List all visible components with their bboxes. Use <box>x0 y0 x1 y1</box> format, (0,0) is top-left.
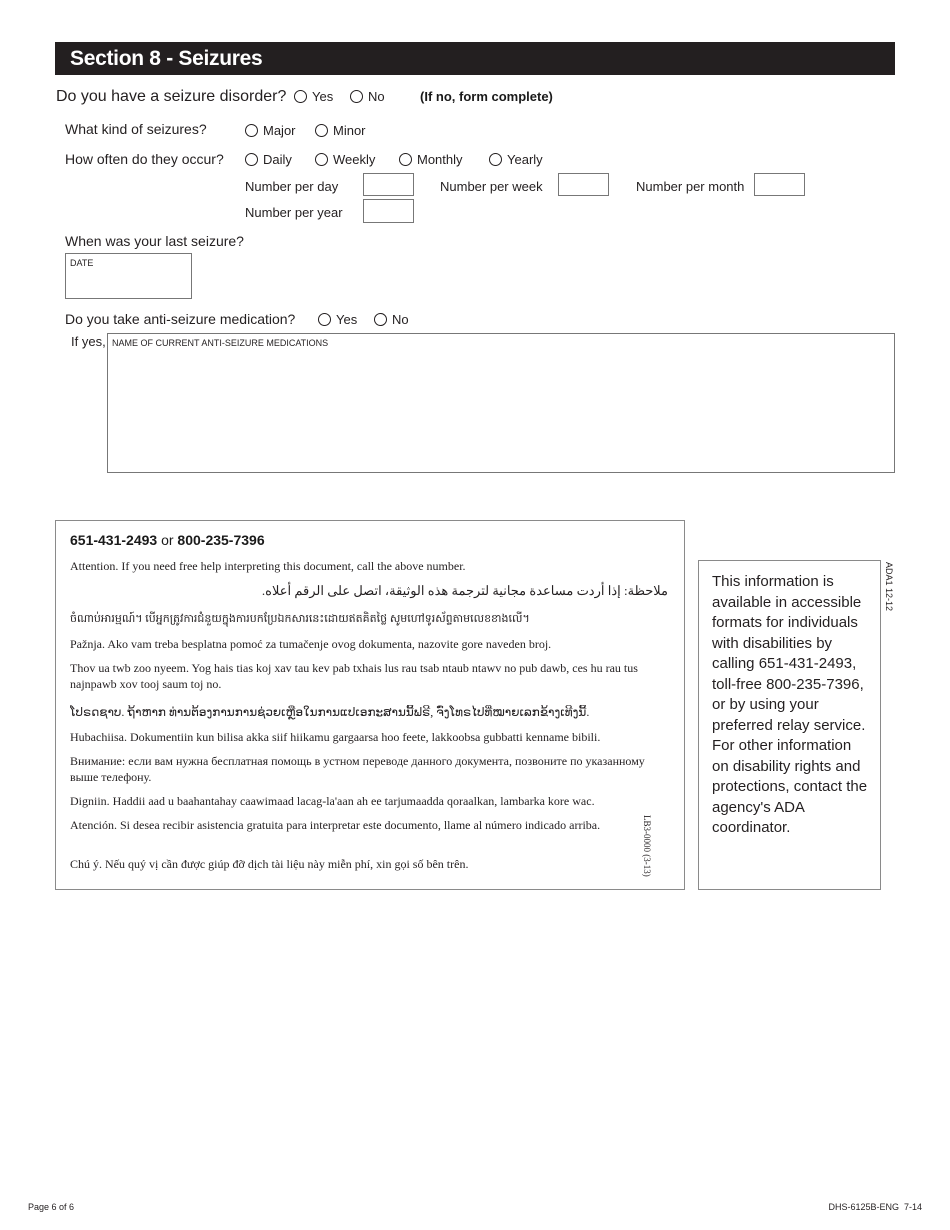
frequency-yearly-option[interactable] <box>489 152 543 167</box>
radio-icon[interactable] <box>245 124 258 137</box>
yearly-label: Yearly <box>507 152 543 167</box>
notice-vietnamese: Chú ý. Nếu quý vị cần được giúp đỡ dịch tài liệu này miễn phí, xin gọi số bên trên. <box>70 857 469 871</box>
or-text: or <box>161 532 174 548</box>
notice-lao: ໂປຣດຊາບ. ຖ້າຫາກ ທ່ານຕ້ອງການການຊ່ວຍເຫຼືອໃນການແປເອກະສານນີ້ຟຣີ, ຈົ່ງໂທຣໄປທີ່ໝາຍເລກຂ້າງເທີງນີ້. <box>70 705 590 719</box>
seizure-disorder-no-option[interactable] <box>350 89 385 104</box>
seizure-disorder-question: Do you have a seizure disorder? <box>56 88 287 105</box>
medication-question: Do you take anti-seizure medication? <box>65 311 296 327</box>
ada-code: ADA1 12-12 <box>884 562 894 612</box>
radio-icon[interactable] <box>399 153 412 166</box>
date-label: DATE <box>70 258 94 268</box>
per-week-label: Number per week <box>440 179 543 194</box>
no-label: No <box>368 89 385 104</box>
medication-names-label: NAME OF CURRENT ANTI-SEIZURE MEDICATIONS <box>112 338 329 348</box>
radio-icon[interactable] <box>489 153 502 166</box>
per-year-field[interactable] <box>363 199 414 223</box>
per-day-field[interactable] <box>363 173 414 196</box>
per-day-label: Number per day <box>245 179 339 194</box>
medication-no-option[interactable] <box>374 312 409 327</box>
form-id: DHS-6125B-ENG 7-14 <box>828 1202 922 1212</box>
notice-english: Attention. If you need free help interpreting this document, call the above number. <box>70 559 466 573</box>
minor-label: Minor <box>333 123 366 138</box>
frequency-daily-option[interactable] <box>245 152 292 167</box>
radio-icon[interactable] <box>350 90 363 103</box>
language-notice-form-code: LB3-0000 (3-13) <box>642 815 652 877</box>
section-title: Section 8 - Seizures <box>55 42 895 75</box>
per-week-field[interactable] <box>558 173 609 196</box>
last-seizure-date-field[interactable] <box>65 253 192 299</box>
phone-primary: 651-431-2493 <box>70 532 158 548</box>
medication-yes-option[interactable] <box>318 312 357 327</box>
weekly-label: Weekly <box>333 152 376 167</box>
notice-oromo: Hubachiisa. Dokumentiin kun bilisa akka siif hiikamu gargaarsa hoo feete, lakkoobsa gubbatti kenname bibili. <box>70 730 601 744</box>
notice-hmong: Thov ua twb zoo nyeem. Yog hais tias koj xav tau kev pab txhais lus rau tsab ntaub ntawv no pub dawb, ces hu rau tus najnpawb xov tooj saum toj no. <box>70 661 638 691</box>
daily-label: Daily <box>263 152 292 167</box>
per-month-field[interactable] <box>754 173 805 196</box>
notice-russian: Внимание: если вам нужна бесплатная помощь в устном переводе данного документа, позвоните по указанному выше телефону. <box>70 754 645 784</box>
frequency-question: How often do they occur? <box>65 151 224 167</box>
seizure-disorder-yes-option[interactable] <box>294 89 333 104</box>
monthly-label: Monthly <box>417 152 463 167</box>
phone-secondary: 800-235-7396 <box>177 532 265 548</box>
seizure-kind-major-option[interactable] <box>245 123 296 138</box>
notice-khmer: ចំណាប់អារម្មណ៍។ បើអ្នកត្រូវការជំនួយក្នុងការបកប្រែឯកសារនេះដោយឥតគិតថ្លៃ សូមហៅទូរស័ព្ទតាមលេខខាងលើ។ <box>70 613 530 625</box>
last-seizure-question: When was your last seizure? <box>65 233 244 249</box>
radio-icon[interactable] <box>374 313 387 326</box>
frequency-monthly-option[interactable] <box>399 152 463 167</box>
seizure-kind-minor-option[interactable] <box>315 123 366 138</box>
if-yes-label: If yes, <box>71 334 106 349</box>
yes-label: Yes <box>336 312 358 327</box>
radio-icon[interactable] <box>315 153 328 166</box>
radio-icon[interactable] <box>315 124 328 137</box>
seizure-kind-question: What kind of seizures? <box>65 121 207 137</box>
per-year-label: Number per year <box>245 205 343 220</box>
phone-numbers <box>70 532 265 548</box>
yes-label: Yes <box>312 89 334 104</box>
notice-somali: Digniin. Haddii aad u baahantahay caawimaad lacag-la'aan ah ee tarjumaadda qoraalkan, lambarka kore wac. <box>70 794 595 808</box>
major-label: Major <box>263 123 296 138</box>
form-complete-note: (If no, form complete) <box>420 89 553 104</box>
radio-icon[interactable] <box>318 313 331 326</box>
notice-arabic: ملاحظة: إذا أردت مساعدة مجانية لترجمة هذه الوثيقة، اتصل على الرقم أعلاه. <box>261 583 668 598</box>
no-label: No <box>392 312 409 327</box>
page-number: Page 6 of 6 <box>28 1202 75 1212</box>
accessibility-text: This information is available in accessible formats for individuals with disabilities by calling 651-431-2493, toll-free 800-235-7396, or by using your preferred relay service. For other information on disability rights and protections, contact the agency's ADA coordinator. <box>712 573 868 836</box>
medication-names-field[interactable] <box>107 333 895 473</box>
radio-icon[interactable] <box>245 153 258 166</box>
per-month-label: Number per month <box>636 179 745 194</box>
notice-spanish: Atención. Si desea recibir asistencia gratuita para interpretar este documento, llame al número indicado arriba. <box>70 818 601 832</box>
notice-bosnian: Pažnja. Ako vam treba besplatna pomoć za tumačenje ovog dokumenta, nazovite gore naveden broj. <box>70 637 552 651</box>
frequency-weekly-option[interactable] <box>315 152 375 167</box>
radio-icon[interactable] <box>294 90 307 103</box>
